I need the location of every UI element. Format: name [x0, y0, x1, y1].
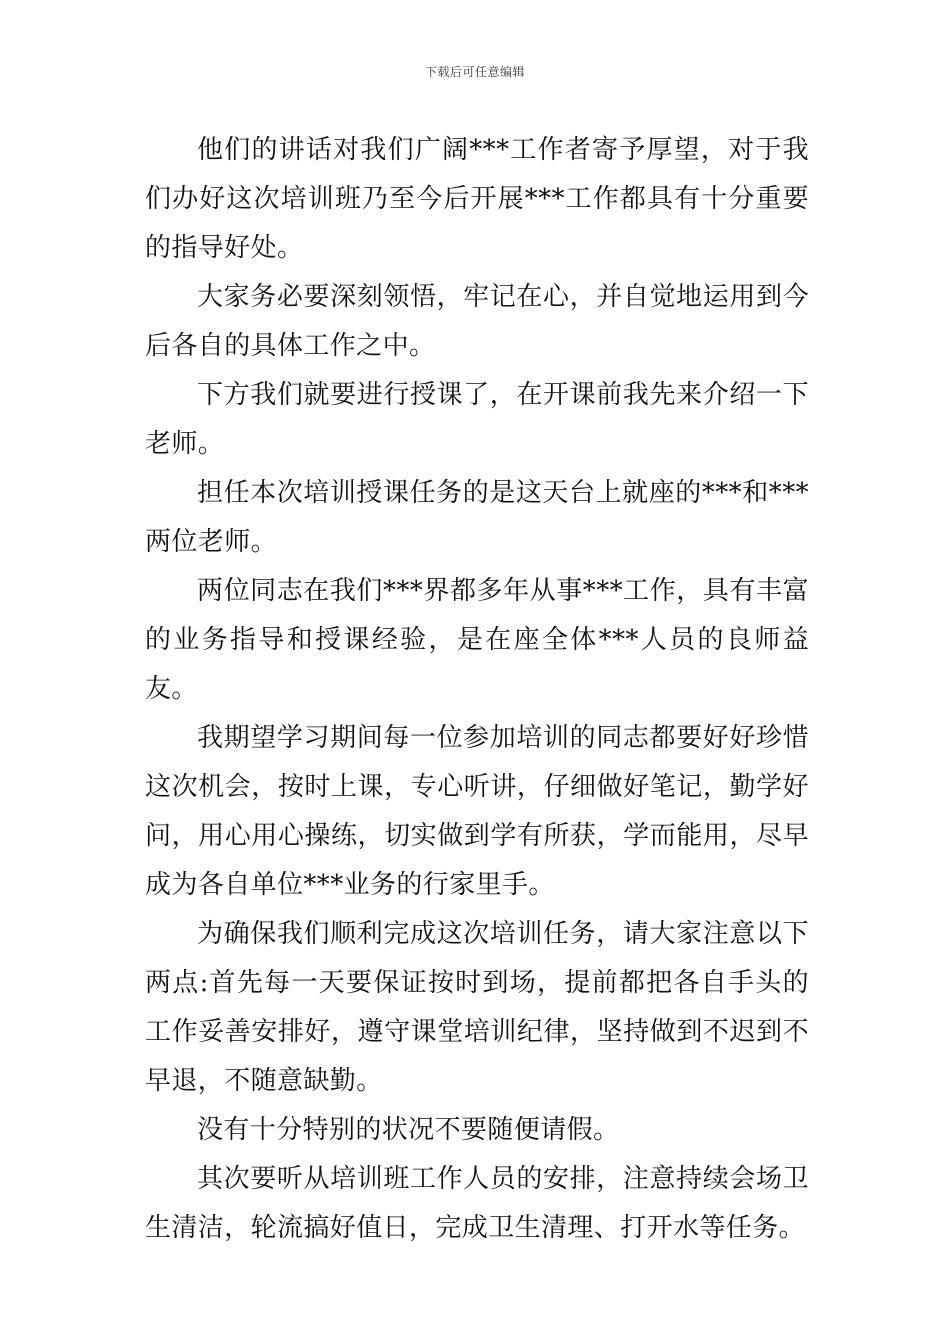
- paragraph: 其次要听从培训班工作人员的安排，注意持续会场卫生清洁，轮流搞好值日，完成卫生清理、打开水等任务。: [145, 1164, 809, 1243]
- paragraph: 为确保我们顺利完成这次培训任务，请大家注意以下两点:首先每一天要保证按时到场，提前都把各自手头的工作妥善安排好，遵守课堂培训纪律，坚持做到不迟到不早退，不随意缺勤。: [145, 919, 809, 1096]
- paragraph: 下方我们就要进行授课了，在开课前我先来介绍一下老师。: [145, 380, 809, 459]
- paragraph: 我期望学习期间每一位参加培训的同志都要好好珍惜这次机会，按时上课，专心听讲，仔细做好笔记，勤学好问，用心用心操练，切实做到学有所获，学而能用，尽早成为各自单位***业务的行家里手。: [145, 723, 809, 900]
- page-header: 下载后可任意编辑: [424, 65, 525, 79]
- paragraph: 他们的讲话对我们广阔***工作者寄予厚望，对于我们办好这次培训班乃至今后开展***工作都具有十分重要的指导好处。: [145, 135, 809, 263]
- document-body: [145, 126, 809, 1253]
- paragraph: 担任本次培训授课任务的是这天台上就座的***和***两位老师。: [145, 478, 809, 557]
- paragraph: 没有十分特别的状况不要随便请假。: [197, 1115, 620, 1145]
- paragraph: 两位同志在我们***界都多年从事***工作，具有丰富的业务指导和授课经验，是在座全体***人员的良师益友。: [145, 576, 809, 704]
- paragraph: 大家务必要深刻领悟，牢记在心，并自觉地运用到今后各自的具体工作之中。: [145, 282, 809, 361]
